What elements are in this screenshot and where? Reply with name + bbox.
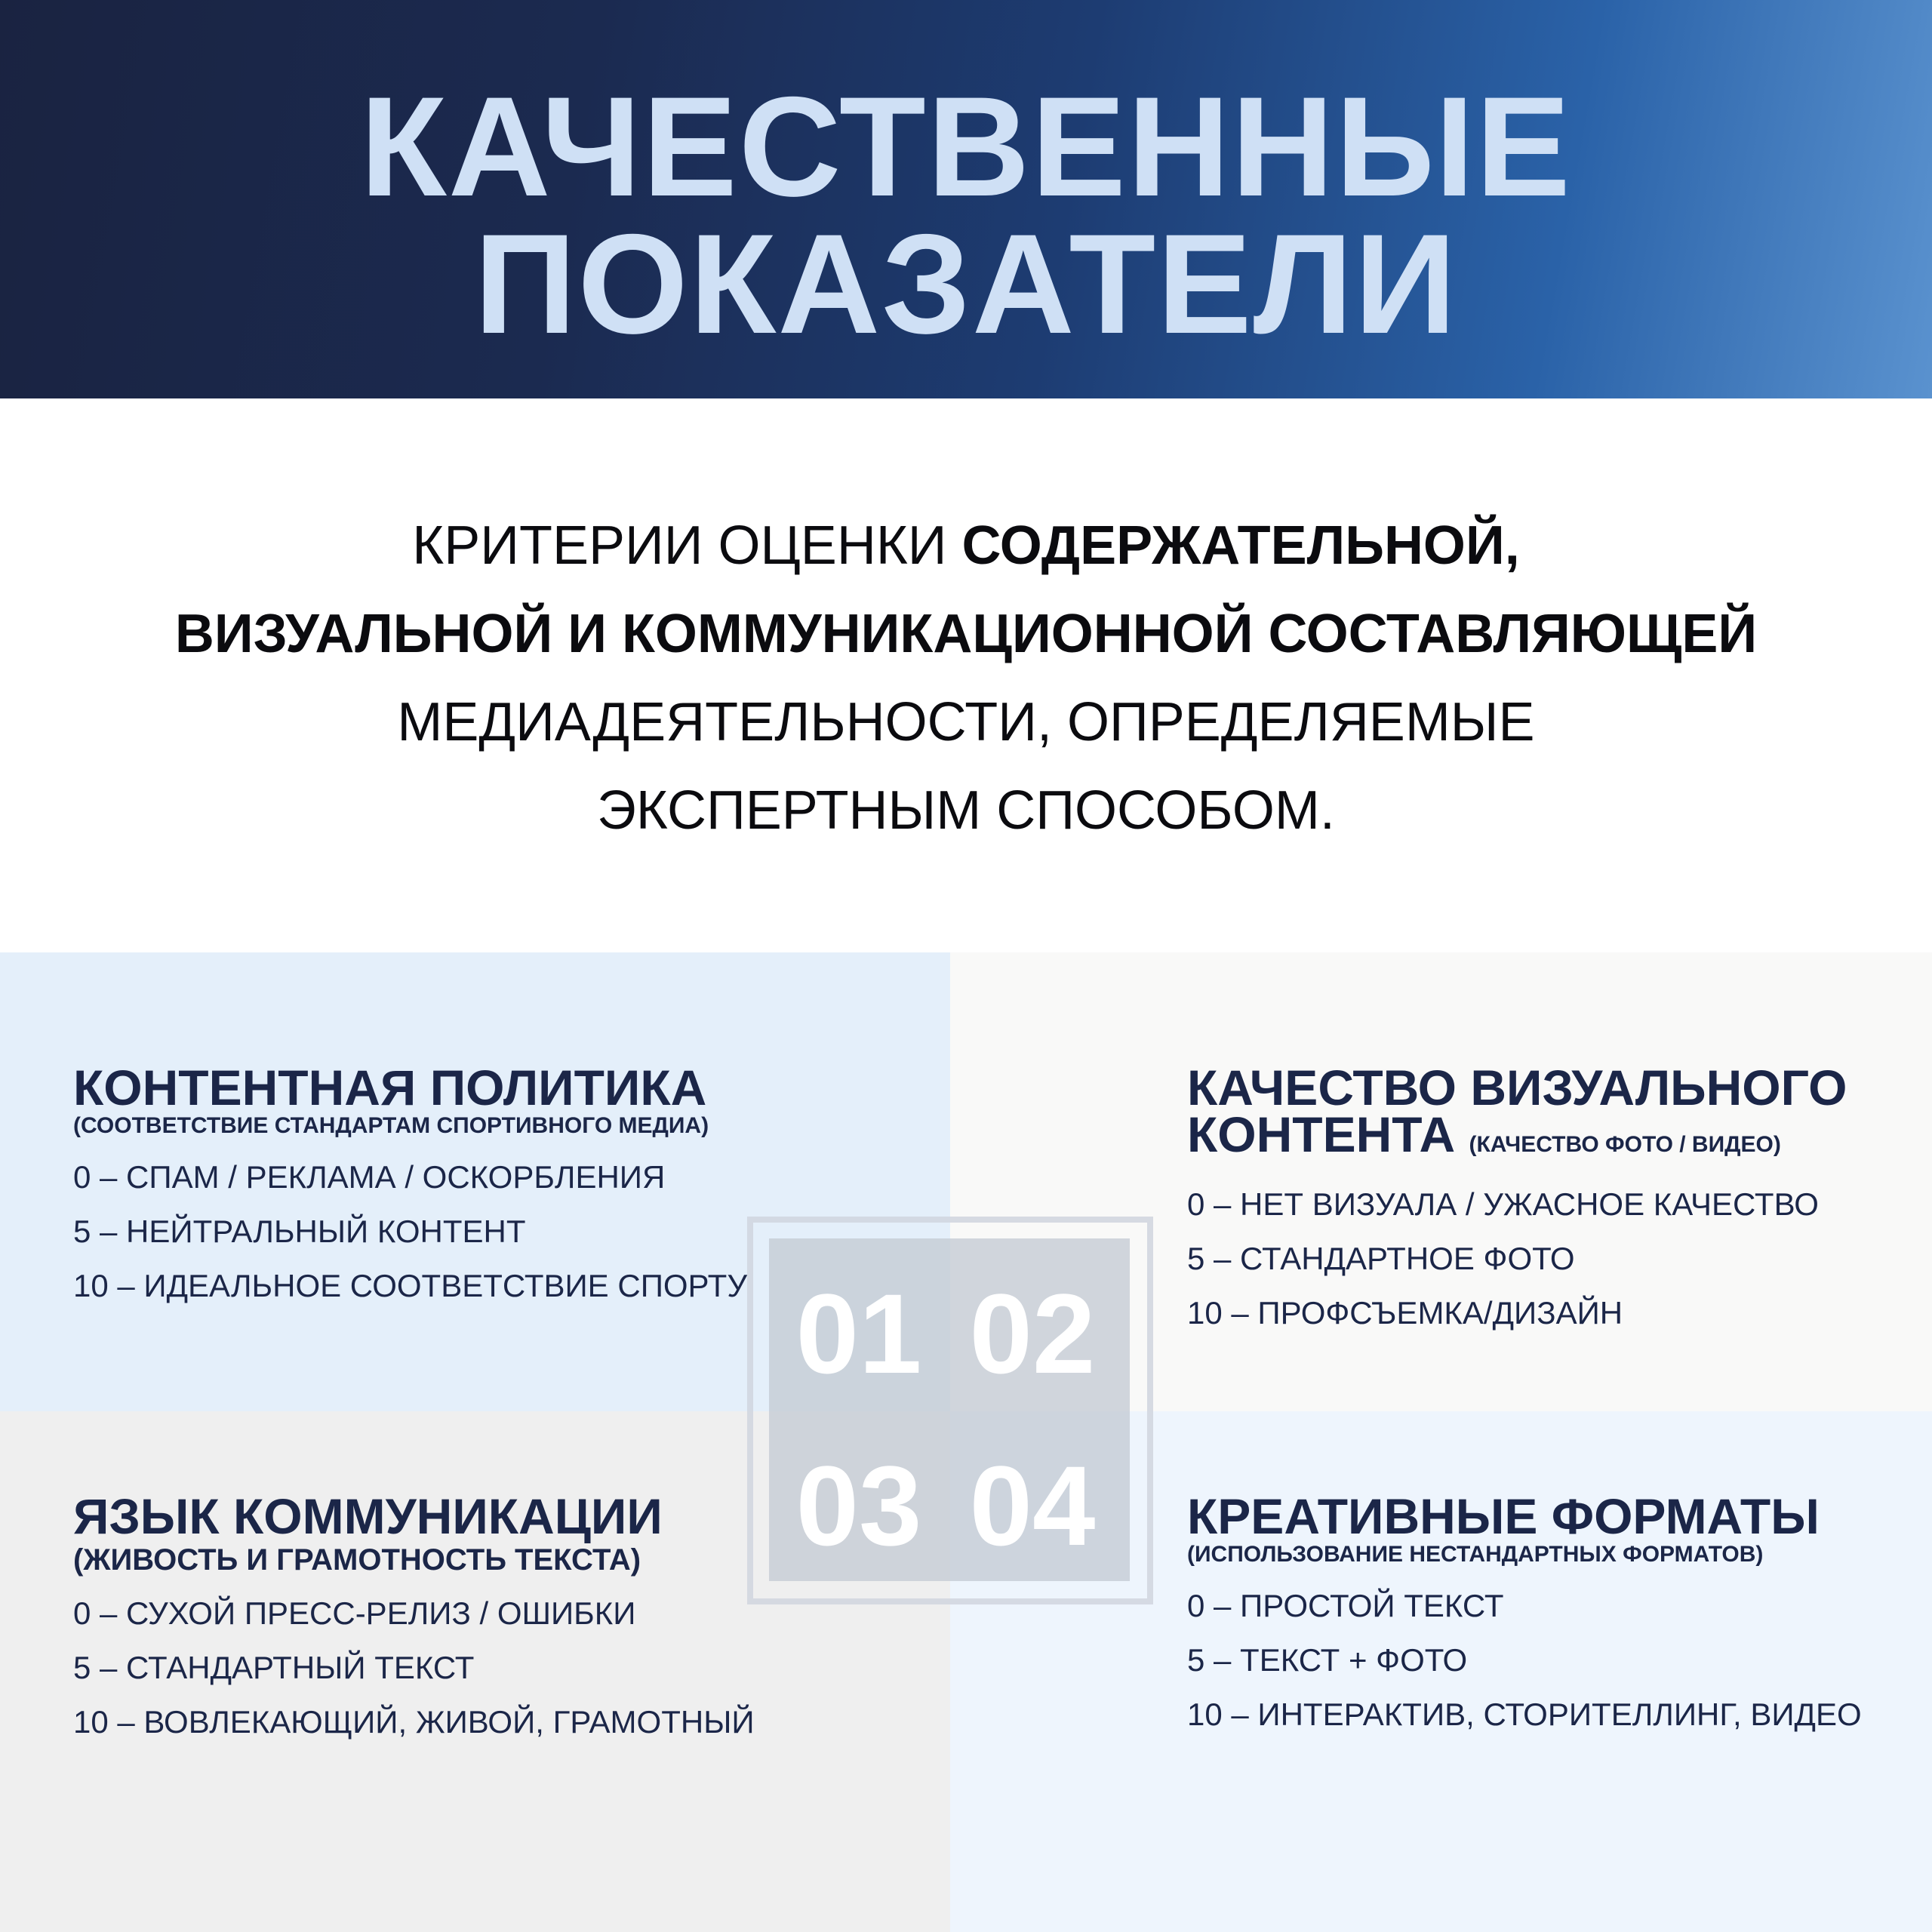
criterion-score-0: 0 – ПРОСТОЙ ТЕКСТ bbox=[1187, 1588, 1504, 1623]
criterion-score-0: 0 – НЕТ ВИЗУАЛА / УЖАСНОЕ КАЧЕСТВО bbox=[1187, 1186, 1819, 1222]
criterion-score-10: 10 – ИДЕАЛЬНОЕ СООТВЕТСТВИЕ СПОРТУ bbox=[73, 1268, 748, 1303]
number-03: 03 bbox=[795, 1442, 922, 1569]
intro-line-3: МЕДИАДЕЯТЕЛЬНОСТИ, ОПРЕДЕЛЯЕМЫЕ bbox=[397, 692, 1535, 752]
criterion-score-10: 10 – ВОВЛЕКАЮЩИЙ, ЖИВОЙ, ГРАМОТНЫЙ bbox=[73, 1704, 755, 1740]
intro-line-2-bold: ВИЗУАЛЬНОЙ И КОММУНИКАЦИОННОЙ СОСТАВЛЯЮЩЕЙ bbox=[174, 604, 1758, 664]
criterion-score-5: 5 – СТАНДАРТНОЕ ФОТО bbox=[1187, 1241, 1575, 1276]
criterion-score-5: 5 – ТЕКСТ + ФОТО bbox=[1187, 1642, 1468, 1678]
criterion-subtitle: (ИСПОЛЬЗОВАНИЕ НЕСТАНДАРТНЫХ ФОРМАТОВ) bbox=[1187, 1542, 1764, 1567]
criterion-score-0: 0 – СПАМ / РЕКЛАМА / ОСКОРБЛЕНИЯ bbox=[73, 1159, 666, 1195]
criterion-title: КРЕАТИВНЫЕ ФОРМАТЫ bbox=[1187, 1488, 1820, 1544]
page-title-line-2: ПОКАЗАТЕЛИ bbox=[474, 205, 1458, 363]
criterion-title: ЯЗЫК КОММУНИКАЦИИ bbox=[73, 1488, 663, 1544]
header-banner bbox=[0, 0, 1932, 398]
criterion-score-5: 5 – НЕЙТРАЛЬНЫЙ КОНТЕНТ bbox=[73, 1214, 526, 1249]
intro-line-1-regular: КРИТЕРИИ ОЦЕНКИ bbox=[412, 515, 962, 576]
criterion-subtitle: (ЖИВОСТЬ И ГРАМОТНОСТЬ ТЕКСТА) bbox=[73, 1543, 641, 1577]
criterion-score-10: 10 – ПРОФСЪЕМКА/ДИЗАЙН bbox=[1187, 1295, 1623, 1331]
intro-text bbox=[0, 502, 1932, 855]
number-01: 01 bbox=[795, 1270, 922, 1397]
number-02: 02 bbox=[969, 1270, 1096, 1397]
criterion-creative-formats bbox=[1187, 1488, 1862, 1733]
intro-line-4: ЭКСПЕРТНЫМ СПОСОБОМ. bbox=[597, 780, 1335, 841]
intro-line-2 bbox=[0, 590, 1932, 678]
intro-line-1 bbox=[0, 502, 1932, 590]
criterion-title-line-2 bbox=[1187, 1106, 1847, 1168]
criterion-visual-quality bbox=[1187, 1060, 1847, 1331]
criterion-communication-language bbox=[73, 1488, 755, 1740]
criterion-score-0: 0 – СУХОЙ ПРЕСС-РЕЛИЗ / ОШИБКИ bbox=[73, 1595, 636, 1631]
criterion-title: КОНТЕНТНАЯ ПОЛИТИКА bbox=[73, 1060, 707, 1115]
criterion-score-10: 10 – ИНТЕРАКТИВ, СТОРИТЕЛЛИНГ, ВИДЕО bbox=[1187, 1697, 1862, 1732]
criterion-title-line-2-text: КОНТЕНТА bbox=[1187, 1106, 1456, 1162]
criterion-content-policy bbox=[73, 1060, 748, 1304]
intro-line-1-bold: СОДЕРЖАТЕЛЬНОЙ, bbox=[961, 515, 1520, 576]
page-title-line-1: КАЧЕСТВЕННЫЕ bbox=[360, 67, 1572, 226]
criterion-subtitle: (КАЧЕСТВО ФОТО / ВИДЕО) bbox=[1469, 1132, 1781, 1157]
number-04: 04 bbox=[969, 1442, 1096, 1569]
criterion-subtitle: (СООТВЕТСТВИЕ СТАНДАРТАМ СПОРТИВНОГО МЕДИА) bbox=[73, 1113, 709, 1138]
criterion-title-line-1: КАЧЕСТВО ВИЗУАЛЬНОГО bbox=[1187, 1060, 1847, 1115]
criterion-score-5: 5 – СТАНДАРТНЫЙ ТЕКСТ bbox=[73, 1650, 475, 1685]
